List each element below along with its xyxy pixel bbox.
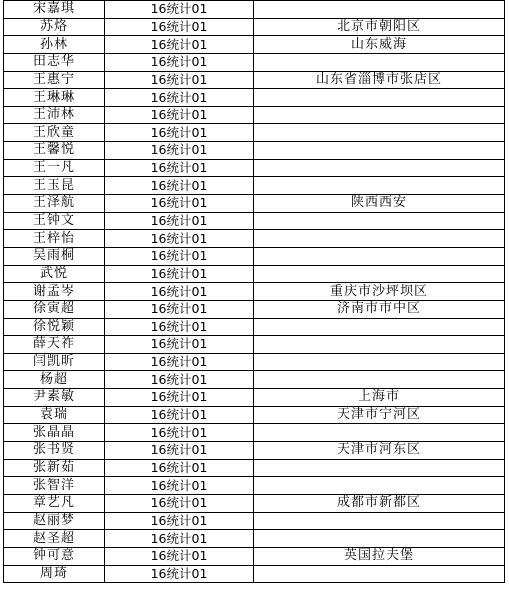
class-cell: 16统计01 <box>105 71 254 89</box>
student-name-cell: 袁瑞 <box>4 406 105 424</box>
table-row <box>4 459 505 477</box>
table-row <box>4 212 505 230</box>
class-cell: 16统计01 <box>105 547 254 565</box>
location-cell <box>254 265 505 283</box>
location-cell: 重庆市沙坪坝区 <box>254 283 505 301</box>
student-name-cell: 杨超 <box>4 371 105 389</box>
student-name-cell: 王沛林 <box>4 106 105 124</box>
location-cell: 天津市宁河区 <box>254 406 505 424</box>
student-name-cell: 王钟文 <box>4 212 105 230</box>
class-cell: 16统计01 <box>105 195 254 213</box>
class-cell: 16统计01 <box>105 371 254 389</box>
table-row <box>4 142 505 160</box>
table-row <box>4 71 505 89</box>
location-cell: 上海市 <box>254 389 505 407</box>
table-row <box>4 53 505 71</box>
table-row <box>4 159 505 177</box>
location-cell <box>254 477 505 495</box>
table-row <box>4 353 505 371</box>
class-cell: 16统计01 <box>105 353 254 371</box>
location-cell: 山东威海 <box>254 36 505 54</box>
location-cell <box>254 318 505 336</box>
table-row <box>4 442 505 460</box>
table-row <box>4 336 505 354</box>
class-cell: 16统计01 <box>105 565 254 583</box>
student-name-cell: 王欣童 <box>4 124 105 142</box>
location-cell <box>254 106 505 124</box>
class-cell: 16统计01 <box>105 89 254 107</box>
student-name-cell: 尹素敏 <box>4 389 105 407</box>
table-row <box>4 247 505 265</box>
student-name-cell: 张智洋 <box>4 477 105 495</box>
roster-body <box>4 1 505 583</box>
location-cell <box>254 177 505 195</box>
student-name-cell: 宋嘉琪 <box>4 1 105 19</box>
table-row <box>4 124 505 142</box>
student-name-cell: 王琳琳 <box>4 89 105 107</box>
class-cell: 16统计01 <box>105 406 254 424</box>
location-cell <box>254 530 505 548</box>
class-cell: 16统计01 <box>105 300 254 318</box>
class-cell: 16统计01 <box>105 1 254 19</box>
table-row <box>4 371 505 389</box>
table-row <box>4 424 505 442</box>
class-cell: 16统计01 <box>105 124 254 142</box>
student-name-cell: 章艺凡 <box>4 494 105 512</box>
class-cell: 16统计01 <box>105 177 254 195</box>
class-cell: 16统计01 <box>105 18 254 36</box>
table-row <box>4 36 505 54</box>
table-row <box>4 389 505 407</box>
location-cell: 济南市市中区 <box>254 300 505 318</box>
table-row <box>4 565 505 583</box>
table-row <box>4 106 505 124</box>
table-row <box>4 230 505 248</box>
location-cell <box>254 371 505 389</box>
table-row <box>4 530 505 548</box>
table-row <box>4 477 505 495</box>
class-cell: 16统计01 <box>105 159 254 177</box>
table-row <box>4 547 505 565</box>
table-row <box>4 1 505 19</box>
class-cell: 16统计01 <box>105 230 254 248</box>
student-name-cell: 周琦 <box>4 565 105 583</box>
student-name-cell: 徐悦颖 <box>4 318 105 336</box>
location-cell <box>254 230 505 248</box>
table-row <box>4 406 505 424</box>
location-cell <box>254 142 505 160</box>
student-name-cell: 赵丽梦 <box>4 512 105 530</box>
location-cell: 天津市河东区 <box>254 442 505 460</box>
location-cell <box>254 124 505 142</box>
location-cell: 陕西西安 <box>254 195 505 213</box>
class-cell: 16统计01 <box>105 442 254 460</box>
location-cell <box>254 247 505 265</box>
table-row <box>4 177 505 195</box>
table-row <box>4 283 505 301</box>
class-cell: 16统计01 <box>105 477 254 495</box>
location-cell <box>254 336 505 354</box>
class-cell: 16统计01 <box>105 283 254 301</box>
class-cell: 16统计01 <box>105 142 254 160</box>
class-cell: 16统计01 <box>105 530 254 548</box>
table-row <box>4 18 505 36</box>
student-name-cell: 王玉昆 <box>4 177 105 195</box>
table-row <box>4 195 505 213</box>
student-name-cell: 张新茹 <box>4 459 105 477</box>
location-cell <box>254 159 505 177</box>
class-cell: 16统计01 <box>105 265 254 283</box>
student-name-cell: 张书贤 <box>4 442 105 460</box>
student-name-cell: 徐寅超 <box>4 300 105 318</box>
student-name-cell: 苏烙 <box>4 18 105 36</box>
location-cell <box>254 512 505 530</box>
student-name-cell: 王惠宁 <box>4 71 105 89</box>
table-row <box>4 265 505 283</box>
student-name-cell: 王梓怡 <box>4 230 105 248</box>
table-row <box>4 300 505 318</box>
class-cell: 16统计01 <box>105 494 254 512</box>
location-cell <box>254 89 505 107</box>
location-cell <box>254 353 505 371</box>
student-name-cell: 闫凯昕 <box>4 353 105 371</box>
location-cell <box>254 53 505 71</box>
student-name-cell: 王泽航 <box>4 195 105 213</box>
class-cell: 16统计01 <box>105 459 254 477</box>
class-cell: 16统计01 <box>105 212 254 230</box>
table-row <box>4 318 505 336</box>
student-roster-table <box>3 0 505 583</box>
location-cell: 北京市朝阳区 <box>254 18 505 36</box>
class-cell: 16统计01 <box>105 336 254 354</box>
class-cell: 16统计01 <box>105 389 254 407</box>
student-name-cell: 武悦 <box>4 265 105 283</box>
class-cell: 16统计01 <box>105 424 254 442</box>
student-name-cell: 王一凡 <box>4 159 105 177</box>
student-name-cell: 张晶晶 <box>4 424 105 442</box>
student-name-cell: 赵圣超 <box>4 530 105 548</box>
student-name-cell: 王馨悦 <box>4 142 105 160</box>
student-name-cell: 田志华 <box>4 53 105 71</box>
location-cell <box>254 459 505 477</box>
location-cell: 山东省淄博市张店区 <box>254 71 505 89</box>
class-cell: 16统计01 <box>105 106 254 124</box>
student-name-cell: 谢孟岑 <box>4 283 105 301</box>
student-name-cell: 薛天祚 <box>4 336 105 354</box>
location-cell: 成都市新都区 <box>254 494 505 512</box>
class-cell: 16统计01 <box>105 512 254 530</box>
class-cell: 16统计01 <box>105 53 254 71</box>
location-cell <box>254 565 505 583</box>
class-cell: 16统计01 <box>105 247 254 265</box>
table-row <box>4 494 505 512</box>
student-name-cell: 孙林 <box>4 36 105 54</box>
table-row <box>4 89 505 107</box>
class-cell: 16统计01 <box>105 318 254 336</box>
student-name-cell: 钟可意 <box>4 547 105 565</box>
location-cell <box>254 1 505 19</box>
table-row <box>4 512 505 530</box>
location-cell: 英国拉夫堡 <box>254 547 505 565</box>
location-cell <box>254 212 505 230</box>
class-cell: 16统计01 <box>105 36 254 54</box>
location-cell <box>254 424 505 442</box>
student-name-cell: 吴雨桐 <box>4 247 105 265</box>
